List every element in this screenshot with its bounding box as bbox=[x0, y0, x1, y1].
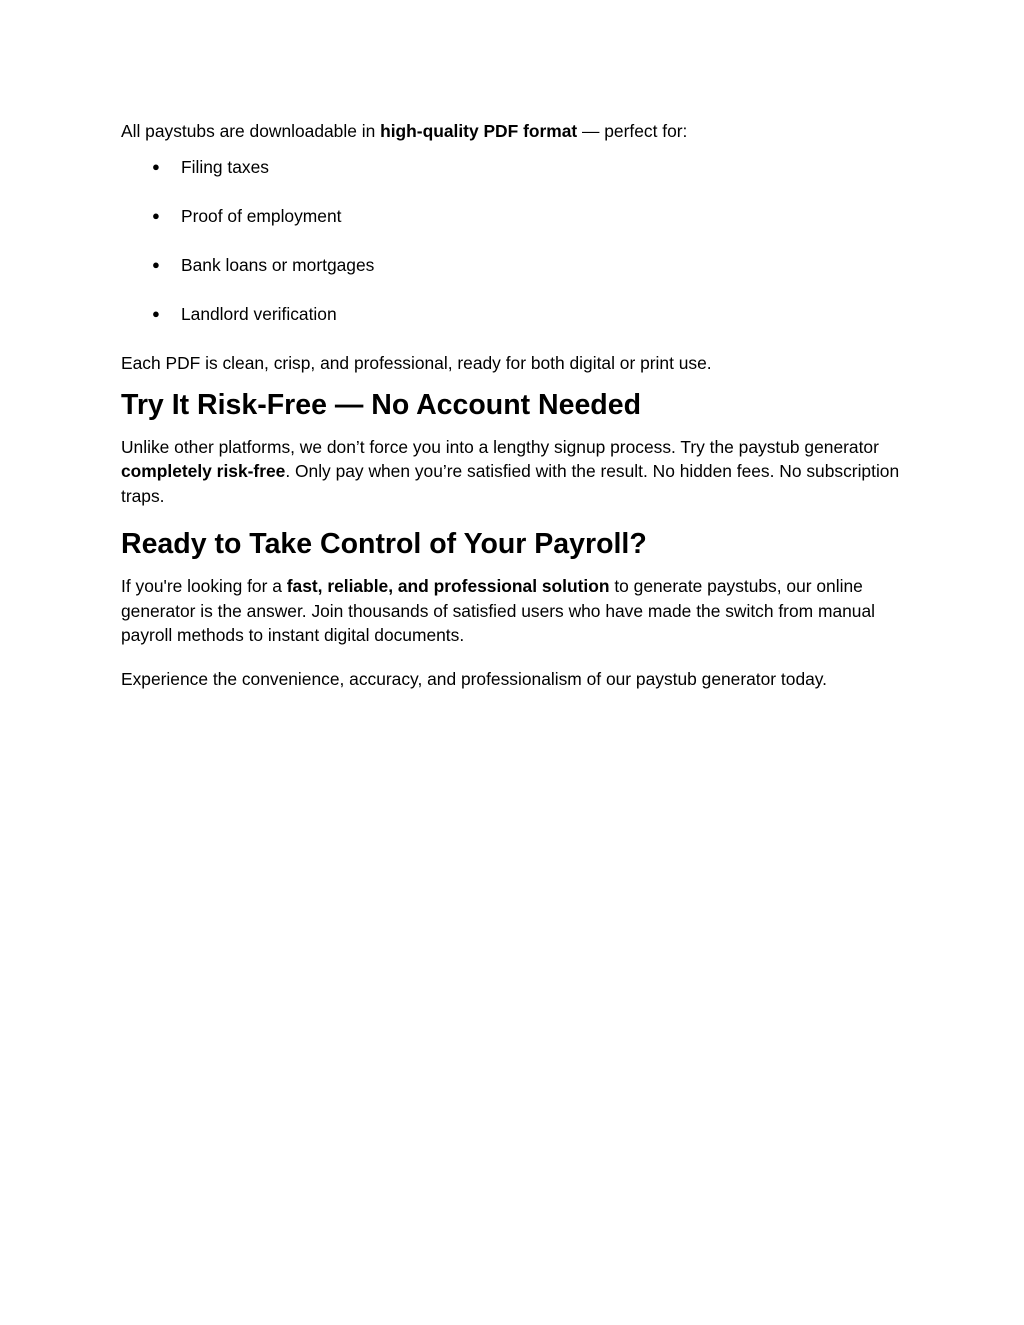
list-item bbox=[121, 204, 900, 228]
uses-list bbox=[121, 155, 900, 326]
intro-text-suffix: — perfect for: bbox=[577, 121, 688, 141]
pdf-note-paragraph: Each PDF is clean, crisp, and professional, ready for both digital or print use. bbox=[121, 352, 712, 373]
ready-text-suffix: to generate paystubs, our online generator is the answer. Join thousands of satisfied users who have made the switch from manual payroll methods to instant digital documents. bbox=[121, 576, 875, 646]
ready-heading: Ready to Take Control of Your Payroll? bbox=[121, 528, 647, 561]
list-item bbox=[121, 155, 900, 179]
intro-paragraph bbox=[121, 119, 900, 143]
risk-free-text-bold: completely risk-free bbox=[121, 461, 286, 482]
intro-text-bold: high-quality PDF format bbox=[380, 121, 578, 141]
risk-free-heading: Try It Risk-Free — No Account Needed bbox=[121, 389, 641, 421]
bullet-icon: ● bbox=[152, 305, 160, 321]
list-item-label: Bank loans or mortgages bbox=[181, 255, 375, 275]
bullet-icon: ● bbox=[152, 159, 160, 175]
list-item bbox=[121, 302, 900, 326]
intro-text-prefix: All paystubs are downloadable in bbox=[121, 121, 381, 141]
risk-free-text-suffix: . Only pay when you’re satisfied with the result. No hidden fees. No subscription traps. bbox=[121, 461, 900, 506]
bullet-icon: ● bbox=[152, 208, 160, 224]
risk-free-text-prefix: Unlike other platforms, we don’t force you into a lengthy signup process. Try the paystub generator bbox=[121, 437, 879, 457]
bullet-icon: ● bbox=[152, 257, 160, 272]
ready-text-prefix: If you're looking for a bbox=[121, 576, 287, 597]
closing-paragraph: Experience the convenience, accuracy, and professionalism of our paystub generator today. bbox=[121, 669, 828, 690]
ready-paragraph bbox=[121, 574, 900, 647]
list-item-label: Proof of employment bbox=[181, 206, 342, 227]
list-item-label: Filing taxes bbox=[181, 157, 269, 178]
list-item bbox=[121, 253, 900, 277]
list-item-label: Landlord verification bbox=[181, 303, 337, 324]
risk-free-paragraph bbox=[121, 435, 900, 508]
ready-text-bold: fast, reliable, and professional solution bbox=[286, 576, 610, 597]
